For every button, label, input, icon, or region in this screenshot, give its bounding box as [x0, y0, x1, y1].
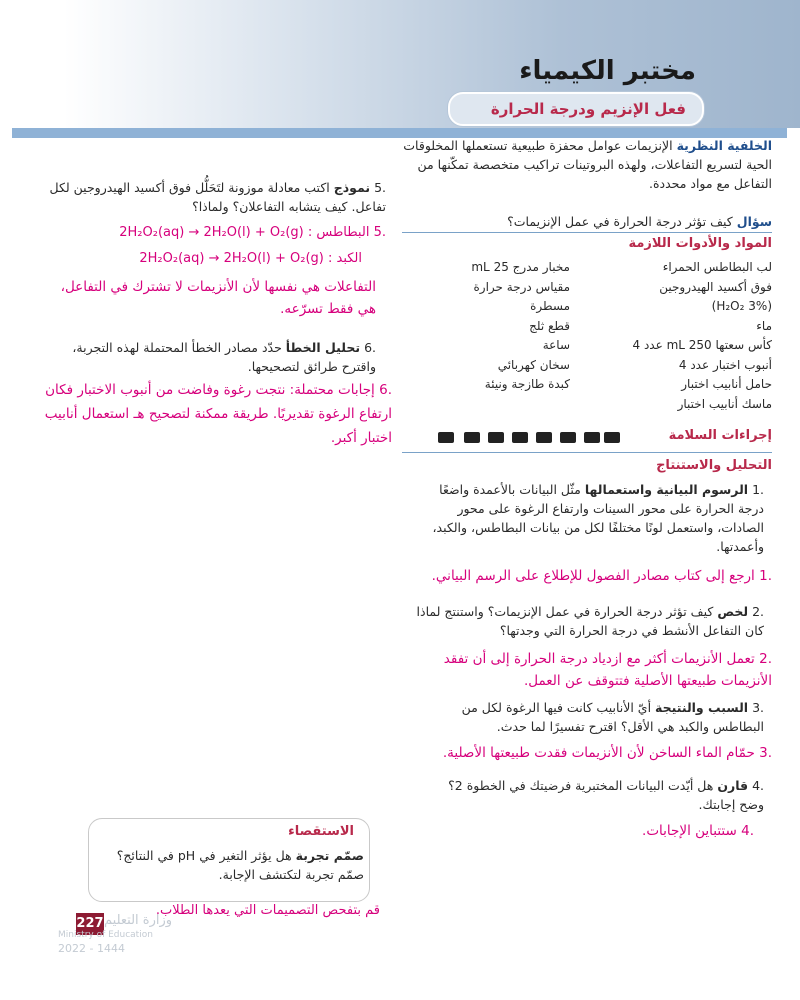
analysis-item-4	[434, 776, 764, 814]
item-text: كيف تؤثر درجة الحرارة في عمل الإنزيمات؟ واستنتج لماذا كان التفاعل الأنشط في درجة الحرارة التي وجدتها؟	[416, 604, 764, 638]
material-item: ماسك أنابيب اختبار	[677, 396, 772, 411]
publication-year: 2022 - 1444	[58, 942, 125, 955]
answer-5-liver	[46, 248, 362, 270]
answer-6	[40, 378, 392, 450]
ministry-name-ar: وزارة التعليم	[104, 913, 173, 928]
material-item: (3% H₂O₂)	[711, 299, 772, 313]
material-item: حامل أنابيب اختبار	[681, 377, 772, 391]
page-title: مختبر الكيمياء	[519, 56, 696, 86]
item-number: .1	[752, 482, 764, 497]
potato-label: البطاطس :	[307, 225, 370, 240]
liver-equation: 2H₂O₂(aq) → 2H₂O(l) + O₂(g)	[139, 251, 324, 266]
material-item: ماء	[756, 318, 772, 333]
item-number: .4	[752, 778, 764, 793]
item-keyword: لخص	[717, 604, 749, 619]
answer-number: .1	[759, 568, 772, 584]
chemical-icon	[512, 432, 528, 443]
sharp-object-icon	[464, 432, 480, 443]
analysis-heading: التحليل والاستنتاج	[656, 458, 772, 473]
ministry-name-en: Ministry of Education	[58, 930, 153, 940]
inquiry-body: هل يؤثر التغير في pH في النتائج؟ صمّم تجربة لتكتشف الإجابة.	[116, 848, 364, 882]
material-item: مسطرة	[530, 299, 570, 313]
materials-divider	[402, 232, 772, 233]
item-text: اكتب معادلة موزونة لتَحَلُّل فوق أكسيد الهيدروجين لكل تفاعل. كيف يتشابه التفاعلان؟ ولماذا؟	[49, 180, 386, 214]
item-number: .3	[752, 700, 764, 715]
glassware-icon	[536, 432, 552, 443]
analysis-answer-2	[412, 648, 772, 692]
item-text: مثّل البيانات بالأعمدة واضعًا درجة الحرارة على محور السينات وارتفاع الرغوة على محور الصادات، واستعمل لونًا مختلفًا لكل من بيانات البطاطس، والكبد، وأعمدتها.	[432, 482, 764, 554]
analysis-item-2	[414, 602, 764, 640]
material-item: أنبوب اختبار عدد 4	[678, 357, 772, 372]
item-keyword: تحليل الخطأ	[285, 340, 361, 355]
item-keyword: الرسوم البيانية واستعمالها	[584, 482, 749, 497]
liver-label: الكبد :	[327, 251, 362, 266]
answer-text: إجابات محتملة: نتجت رغوة وفاضت من أنبوب الاختبار فكان ارتفاع الرغوة تقديريًا. طريقة ممكنة لتصحيح هـ استعمال أنابيب اختبار أكبر.	[44, 382, 392, 446]
analysis-answer-4	[424, 820, 754, 842]
intro-question	[402, 212, 772, 231]
answer-5-text: التفاعلات هي نفسها لأن الأنزيمات لا تشترك في التفاعل، هي فقط تسرّعه.	[60, 279, 376, 317]
hand-wash-icon	[438, 432, 454, 443]
inquiry-text	[104, 846, 364, 884]
answer-number: .2	[759, 651, 772, 667]
answer-number: .5	[373, 225, 386, 240]
material-item: كبدة طازجة ونيئة	[484, 377, 570, 391]
analysis-answer-3	[412, 742, 772, 764]
page-number: 227	[76, 913, 104, 935]
question-label: سؤال	[736, 214, 772, 229]
item-keyword: السبب والنتيجة	[655, 700, 749, 715]
lab-subtitle: فعل الإنزيم ودرجة الحرارة	[490, 100, 686, 118]
material-item: مقياس درجة حرارة	[473, 279, 570, 294]
inquiry-heading: الاستقصاء	[288, 824, 354, 839]
answer-text: حمّام الماء الساخن لأن الأنزيمات فقدت طبيعتها الأصلية.	[442, 745, 755, 761]
answer-number: .4	[741, 823, 754, 839]
potato-equation: 2H₂O₂(aq) → 2H₂O(l) + O₂(g)	[119, 225, 304, 240]
materials-heading: المواد والأدوات اللازمة	[628, 236, 772, 251]
material-item: لب البطاطس الحمراء	[662, 260, 772, 274]
material-item: ساعة	[542, 338, 570, 352]
answer-text: ارجع إلى كتاب مصادر الفصول للإطلاع على الرسم البياني.	[431, 568, 755, 584]
analysis-divider	[402, 452, 772, 453]
answer-text: ستتباين الإجابات.	[642, 823, 737, 839]
intro-text: الإنزيمات عوامل محفزة طبيعية تستعملها المخلوقات الحية لتسريع التفاعلات، ولهذه البروتينات تراكيب متخصصة تمكّنها من التفاعل مع مواد محددة.	[403, 138, 772, 191]
material-item: سخان كهربائي	[497, 357, 570, 372]
intro-paragraph	[402, 136, 772, 193]
heat-icon	[488, 432, 504, 443]
inquiry-keyword: صمّم تجربة	[295, 848, 364, 863]
answer-number: .6	[379, 382, 392, 398]
item-number: .5	[374, 180, 386, 195]
question-5	[46, 178, 386, 216]
materials-right-list	[602, 258, 772, 414]
item-keyword: قارن	[717, 778, 749, 793]
analysis-item-1	[414, 480, 764, 556]
answer-number: .3	[759, 745, 772, 761]
item-text: حدّد مصادر الخطأ المحتملة لهذه التجربة، واقترح طرائق لتصحيحها.	[72, 340, 376, 374]
goggles-icon	[604, 432, 620, 443]
materials-left-list	[430, 258, 570, 395]
item-text: هل أيّدت البيانات المختبرية فرضيتك في الخطوة 2؟ وضح إجابتك.	[448, 778, 764, 812]
question-6	[46, 338, 376, 376]
intro-heading: الخلفية النظرية	[676, 138, 772, 153]
gloves-icon	[560, 432, 576, 443]
material-item: مخبار مدرج 25 mL	[471, 260, 570, 274]
analysis-item-3	[414, 698, 764, 736]
item-keyword: نموذج	[333, 180, 371, 195]
material-item: كأس سعتها 250 mL عدد 4	[632, 338, 772, 352]
answer-text: تعمل الأنزيمات أكثر مع ازدياد درجة الحرارة إلى أن تفقد الأنزيمات طبيعتها الأصلية فتتوقف عن العمل.	[443, 651, 772, 689]
analysis-answer-1	[412, 565, 772, 587]
inquiry-answer: قم بتفحص التصميمات التي يعدها الطلاب.	[155, 903, 380, 918]
item-number: .6	[364, 340, 376, 355]
safety-label: إجراءات السلامة	[668, 428, 772, 443]
lab-subtitle-pill	[448, 92, 704, 126]
item-text: أيّ الأنابيب كانت فيها الرغوة لكل من البطاطس والكبد هي الأقل؟ اقترح تفسيرًا لما حدث.	[461, 700, 764, 734]
item-number: .2	[752, 604, 764, 619]
material-item: فوق أكسيد الهيدروجين	[659, 279, 772, 294]
material-item: قطع ثلج	[529, 318, 570, 333]
answer-5-potato	[46, 222, 386, 244]
lab-coat-icon	[584, 432, 600, 443]
question-text: كيف تؤثر درجة الحرارة في عمل الإنزيمات؟	[507, 214, 733, 229]
